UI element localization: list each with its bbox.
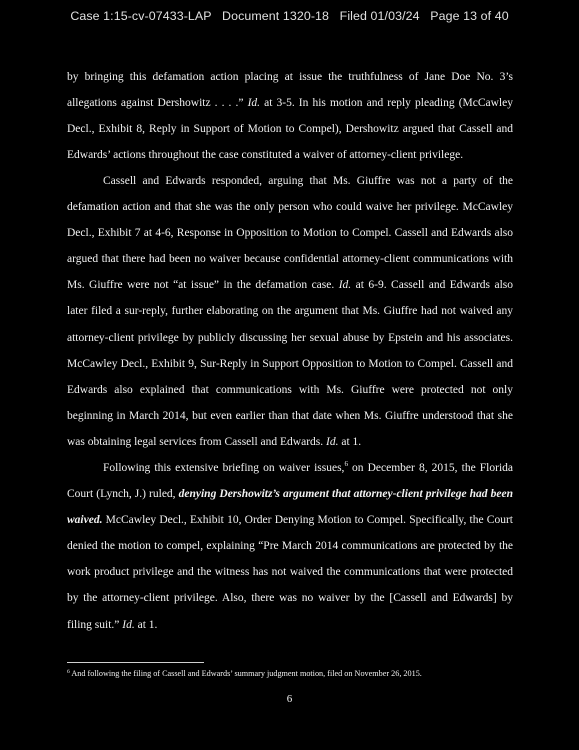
citation-italic: Id.	[122, 618, 135, 631]
footnote-marker: 6	[67, 669, 70, 675]
citation-italic: Id.	[338, 279, 352, 292]
text-line: by the attorney-client privilege. Also, there was no waiver by the [Cassell and Edwards] by	[67, 592, 513, 605]
text-line: Edwards also explained that communications with Ms. Giuffre were protected not only	[67, 383, 513, 396]
citation-italic: Id.	[326, 435, 339, 448]
text-line: filing suit.” Id. at 1.	[67, 618, 158, 631]
text-line: by bringing this defamation action placing at issue the truthfulness of Jane Doe No. 3’s	[67, 71, 513, 83]
text-line: Decl., Exhibit 7 at 4-6, Response in Opposition to Motion to Compel. Cassell and Edwards also	[67, 227, 513, 240]
text-line: waived. McCawley Decl., Exhibit 10, Order Denying Motion to Compel. Specifically, the Court	[67, 514, 513, 527]
footnote-divider	[67, 662, 204, 663]
text-line: allegations against Dershowitz . . . .” Id. at 3-5. In his motion and reply pleading (McCawley	[67, 97, 513, 110]
text-line: McCawley Decl., Exhibit 9, Sur-Reply in Support Opposition to Motion to Compel. Cassell and	[67, 357, 513, 370]
text-line: Ms. Giuffre were not “at issue” in the defamation case. Id. at 6-9. Cassell and Edwards also	[67, 279, 513, 292]
case-header: Case 1:15-cv-07433-LAP Document 1320-18 Filed 01/03/24 Page 13 of 40	[70, 9, 509, 23]
text-line: Cassell and Edwards responded, arguing that Ms. Giuffre was not a party of the	[103, 175, 513, 187]
text-line: Following this extensive briefing on waiver issues,$^6$ on December 8, 2015, the Florida	[103, 460, 514, 474]
paragraph-1	[67, 64, 513, 168]
text-line: Court (Lynch, J.) ruled, denying Dershowitz’s argument that attorney-client privilege had been	[67, 488, 513, 501]
text-line: defamation action and that she was the only person who could waive her privilege. McCawley	[67, 201, 513, 214]
emphasis-bold-italic: waived.	[67, 514, 103, 527]
footnote-text: And following the filing of Cassell and Edwards’ summary judgment motion, filed on November 26, 2015.	[69, 669, 422, 678]
page-number: 6	[286, 693, 293, 705]
footnote-reference: 6	[344, 460, 348, 468]
text-line: Decl., Exhibit 8, Reply in Support of Motion to Compel), Dershowitz argued that Cassell and	[67, 123, 513, 136]
text-line: later filed a sur-reply, further elaborating on the argument that Ms. Giuffre had not waived any	[67, 305, 513, 318]
text-line: denied the motion to compel, explaining “Pre March 2014 communications are protected by the	[67, 540, 513, 553]
citation-italic: Id.	[247, 97, 261, 110]
emphasis-bold-italic: denying Dershowitz’s argument that attorney-client privilege had been	[178, 488, 513, 501]
text-line: attorney-client privilege by publicly discussing her sexual abuse by Epstein and his associates.	[67, 331, 513, 344]
text-line: argued that there had been no waiver because confidential attorney-client communications with	[67, 253, 513, 266]
paragraph-2	[67, 168, 513, 455]
paragraph-3	[67, 455, 513, 638]
footnote	[67, 669, 513, 678]
text-line: work product privilege and the witness has not waived the communications that were protected	[67, 566, 513, 579]
text-line: was obtaining legal services from Cassell and Edwards. Id. at 1.	[67, 435, 362, 448]
text-line: Edwards’ actions throughout the case constituted a waiver of attorney-client privilege.	[67, 149, 464, 162]
text-line: beginning in March 2014, but even earlier than that date when Ms. Giuffre understood that she	[67, 409, 513, 422]
